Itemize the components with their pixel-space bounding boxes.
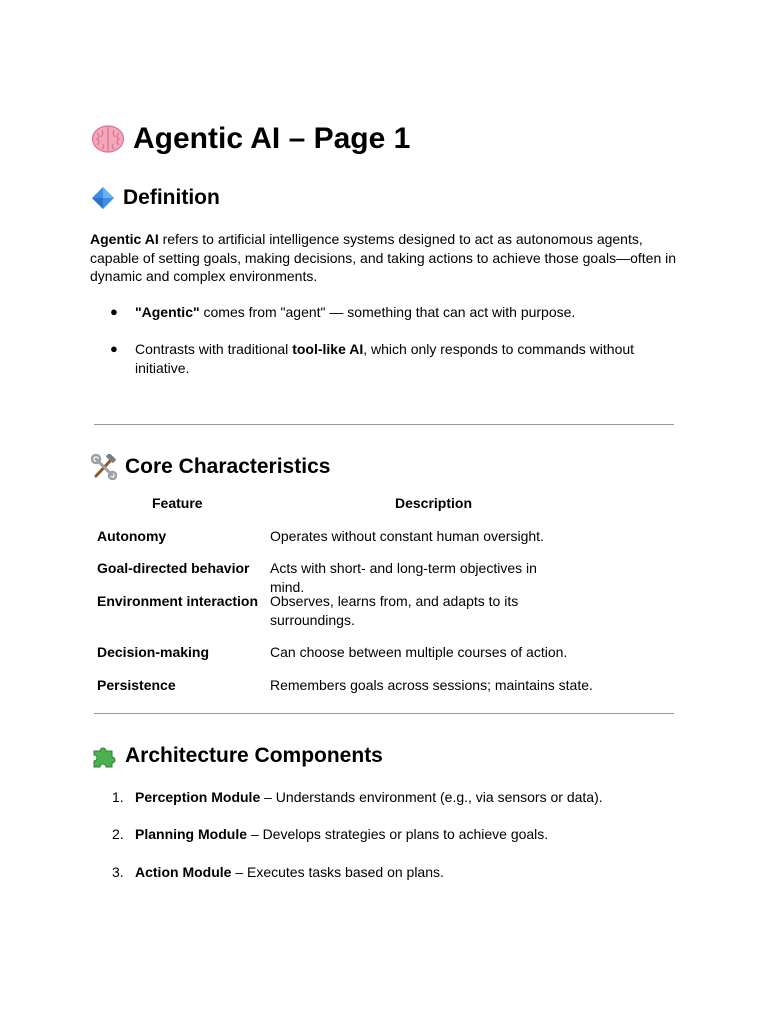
column-header-feature: Feature (152, 495, 203, 511)
bullet-text: , which only responds to commands without initiative. (135, 341, 635, 376)
hammer-and-wrench-icon (91, 454, 117, 480)
blue-diamond-icon (91, 186, 115, 210)
bullet-icon: ● (110, 304, 118, 319)
feature-cell: Decision-making (97, 644, 210, 660)
feature-cell: Goal-directed behavior (97, 560, 250, 576)
list-item-text: – Develops strategies or plans to achieve goals. (247, 826, 549, 842)
column-header-description: Description (395, 495, 473, 511)
feature-cell: Persistence (97, 677, 176, 693)
puzzle-piece-icon (91, 743, 117, 769)
list-item-title: Action Module (135, 864, 232, 880)
characteristics-heading-text: Core Characteristics (125, 455, 331, 478)
bullet-bold: tool-like AI (292, 341, 364, 357)
architecture-heading-text: Architecture Components (125, 744, 383, 767)
architecture-heading (91, 743, 383, 769)
list-number: 3. (112, 864, 124, 880)
list-item-text: – Executes tasks based on plans. (231, 864, 444, 880)
definition-heading (91, 186, 220, 210)
description-cell: Acts with short- and long-term objectives in mind. (270, 560, 537, 595)
description-cell: Can choose between multiple courses of action. (270, 644, 568, 660)
page-title (91, 122, 410, 156)
bullet-icon: ● (110, 341, 118, 356)
list-item-text: – Understands environment (e.g., via sensors or data). (260, 789, 603, 805)
description-cell: Remembers goals across sessions; maintains state. (270, 677, 593, 693)
list-number: 1. (112, 789, 124, 805)
list-item-title: Perception Module (135, 789, 261, 805)
page-title-text: Agentic AI – Page 1 (133, 122, 411, 155)
feature-cell: Environment interaction (97, 593, 259, 609)
section-divider (94, 424, 674, 425)
feature-cell: Autonomy (97, 528, 167, 544)
list-number: 2. (112, 826, 124, 842)
definition-heading-text: Definition (123, 186, 220, 209)
description-cell: Observes, learns from, and adapts to its surroundings. (270, 593, 519, 628)
definition-text: refers to artificial intelligence systems designed to act as autonomous agents, capable of setting goals, making decisions, and taking actions to achieve those goals—often in dynamic and complex environments. (90, 231, 677, 284)
bullet-text-pre: Contrasts with traditional (135, 341, 293, 357)
section-divider (94, 713, 674, 714)
definition-term: Agentic AI (90, 231, 159, 247)
definition-paragraph (90, 230, 680, 286)
bullet-bold: "Agentic" (135, 304, 200, 320)
bullet-text: comes from "agent" — something that can act with purpose. (199, 304, 576, 320)
characteristics-heading (91, 454, 330, 480)
brain-icon (91, 124, 125, 154)
list-item-title: Planning Module (135, 826, 247, 842)
description-cell: Operates without constant human oversight. (270, 528, 544, 544)
